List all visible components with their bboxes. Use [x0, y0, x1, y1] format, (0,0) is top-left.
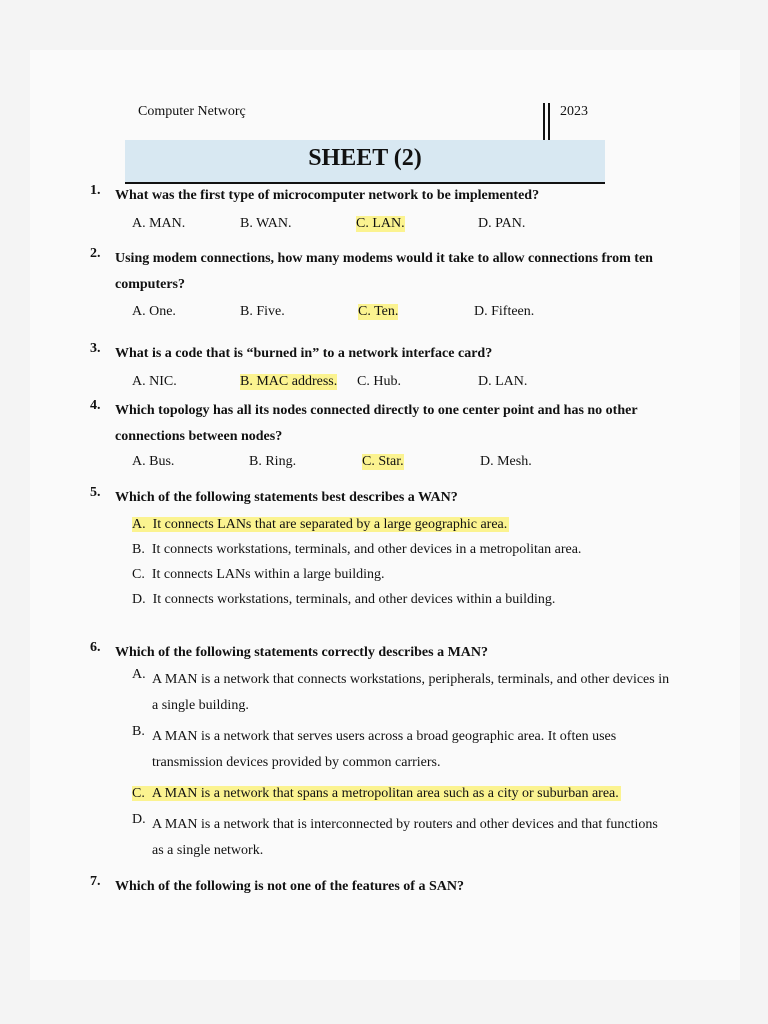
q4-option-b: B. Ring.	[249, 454, 297, 469]
q5-option-a	[132, 517, 509, 533]
q3-option-d: D. LAN.	[478, 374, 528, 389]
question-number: 5.	[90, 485, 101, 500]
question-number: 3.	[90, 341, 101, 356]
question-number: 4.	[90, 398, 101, 413]
question-text: Which topology has all its nodes connected directly to one center point and has no other connections between nodes?	[115, 403, 638, 444]
q3-option-c: C. Hub.	[357, 374, 401, 389]
q1-option-b: B. WAN.	[240, 216, 292, 231]
question-text: Which of the following statements best describes a WAN?	[115, 490, 458, 505]
question-number: 6.	[90, 640, 101, 655]
q2-option-d: D. Fifteen.	[474, 304, 535, 319]
option-text: It connects LANs within a large building.	[151, 567, 385, 582]
q2-option-b: B. Five.	[240, 304, 285, 319]
option-text: It connects LANs that are separated by a large geographic area.	[152, 517, 508, 532]
q6-option-c	[132, 786, 621, 802]
option-text: It connects workstations, terminals, and other devices in a metropolitan area.	[151, 542, 582, 557]
q1-option-c: C. LAN.	[356, 216, 405, 231]
option-text: A MAN is a network that serves users across a broad geographic area. It often uses transmission devices provided by common carriers.	[152, 729, 617, 770]
option-text: A MAN is a network that spans a metropolitan area such as a city or suburban area.	[151, 786, 619, 801]
header-year: 2023	[560, 104, 588, 119]
question-text: Which of the following is not one of the features of a SAN?	[115, 879, 464, 894]
option-label: C.	[132, 786, 145, 801]
option-text: A MAN is a network that connects workstations, peripherals, terminals, and other devices in a single building.	[152, 672, 670, 713]
question-text: What is a code that is “burned in” to a network interface card?	[115, 346, 493, 361]
q2-option-a: A. One.	[132, 304, 176, 319]
question-text: What was the first type of microcomputer network to be implemented?	[115, 188, 540, 203]
option-label: C.	[132, 567, 145, 582]
option-label: B.	[132, 724, 145, 739]
q5-option-d	[132, 592, 555, 608]
q1-option-d: D. PAN.	[478, 216, 526, 231]
question-text: Which of the following statements correctly describes a MAN?	[115, 645, 489, 660]
q4-option-a: A. Bus.	[132, 454, 175, 469]
q5-option-b	[132, 542, 581, 558]
question-number: 1.	[90, 183, 101, 198]
page-title: SHEET (2)	[308, 145, 422, 171]
question-text: Using modem connections, how many modems would it take to allow connections from ten computers?	[115, 251, 653, 292]
q4-option-d: D. Mesh.	[480, 454, 532, 469]
header-divider	[543, 103, 545, 141]
option-label: A.	[132, 667, 146, 682]
header-course: Computer Networç	[138, 104, 246, 119]
q1-option-a: A. MAN.	[132, 216, 186, 231]
q3-option-a: A. NIC.	[132, 374, 177, 389]
option-label: D.	[132, 592, 146, 607]
question-number: 7.	[90, 874, 101, 889]
option-label: D.	[132, 812, 146, 827]
header-divider-2	[548, 103, 550, 141]
option-label: A.	[132, 517, 146, 532]
option-text: It connects workstations, terminals, and other devices within a building.	[152, 592, 556, 607]
q4-option-c: C. Star.	[362, 454, 404, 469]
option-text: A MAN is a network that is interconnected by routers and other devices and that functions as a single network.	[152, 817, 658, 858]
question-number: 2.	[90, 246, 101, 261]
q2-option-c: C. Ten.	[358, 304, 399, 319]
q5-option-c	[132, 567, 384, 583]
option-label: B.	[132, 542, 145, 557]
q3-option-b: B. MAC address.	[240, 374, 338, 389]
